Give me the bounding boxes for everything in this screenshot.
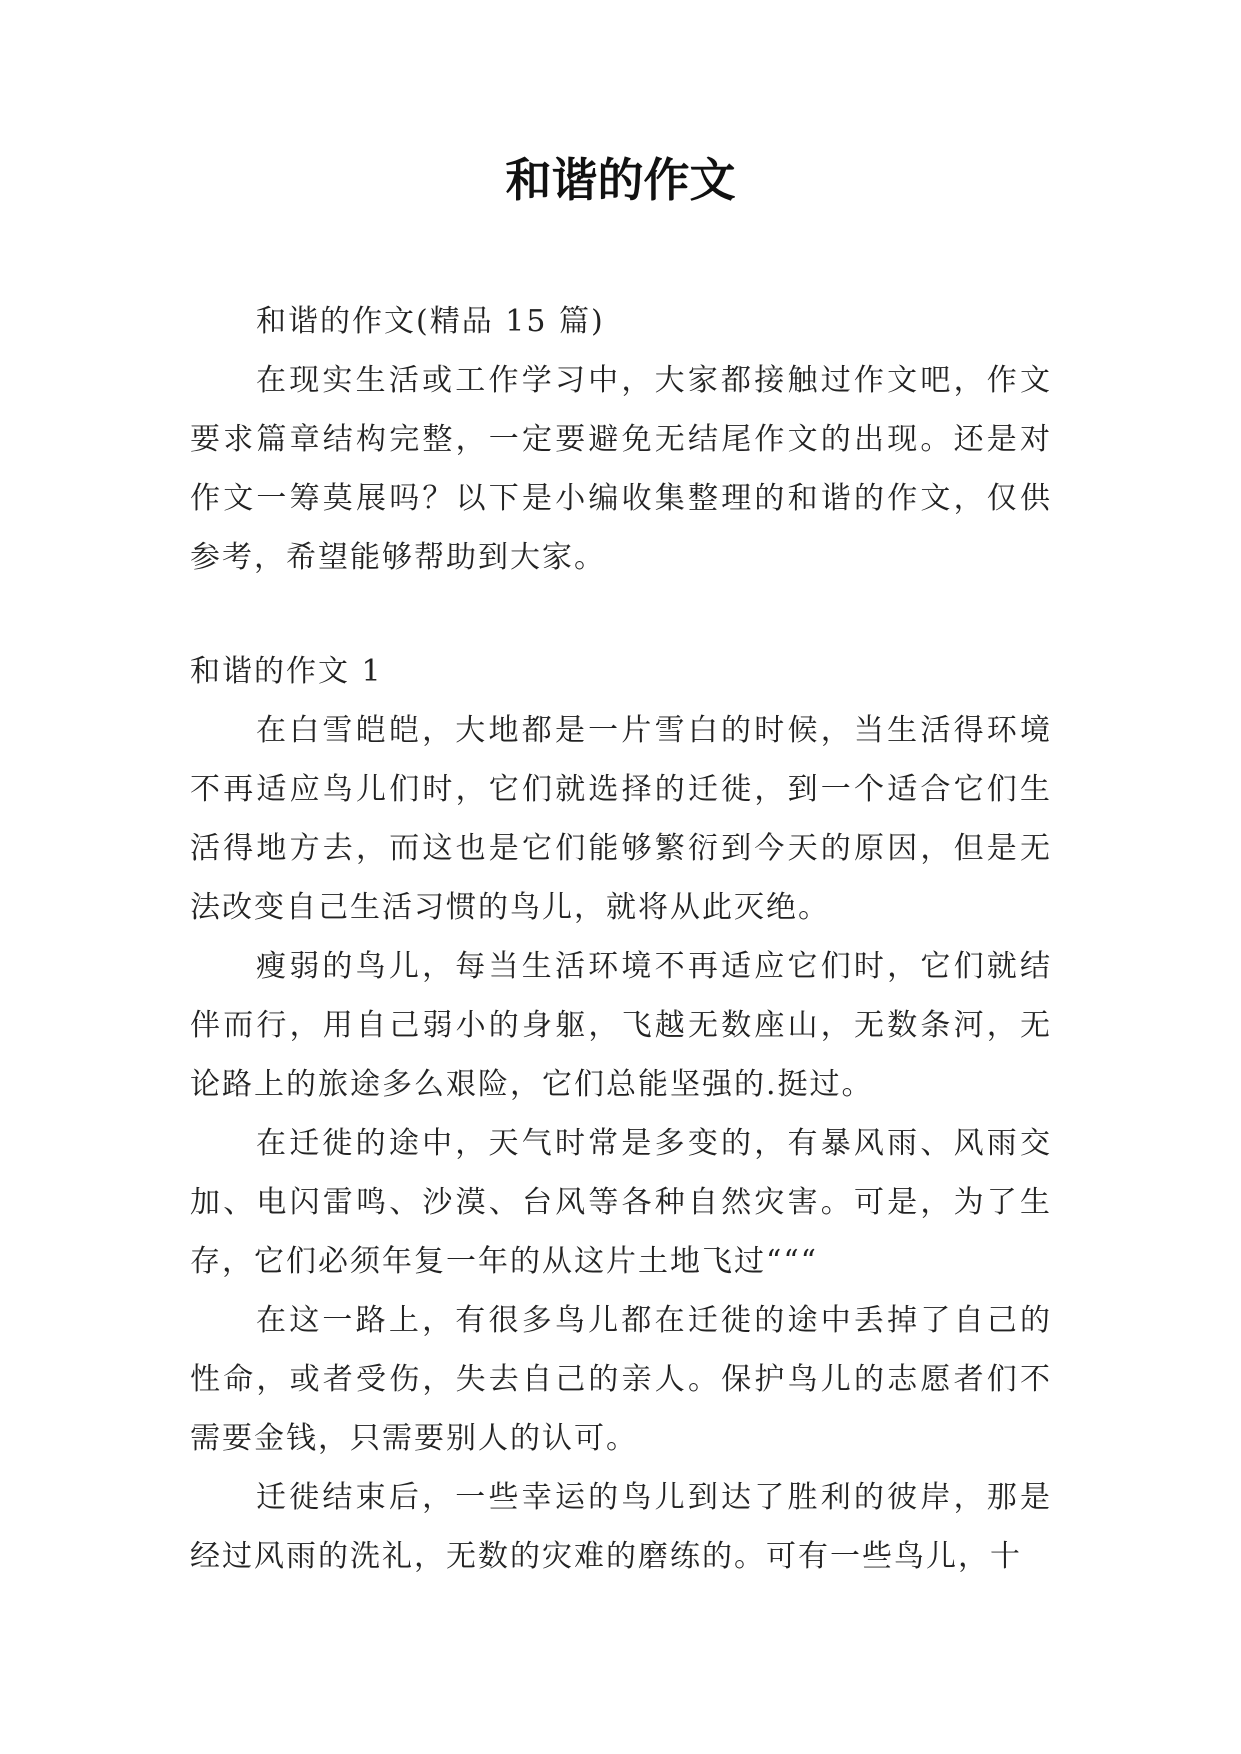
body-paragraph: 瘦弱的鸟儿，每当生活环境不再适应它们时，它们就结伴而行，用自己弱小的身躯，飞越无数座山，无数条河，无论路上的旅途多么艰险，它们总能坚强的.挺过。: [190, 949, 1052, 1102]
document-title: 和谐的作文: [505, 153, 736, 207]
intro-paragraph: 在现实生活或工作学习中，大家都接触过作文吧，作文要求篇章结构完整，一定要避免无结尾作文的出现。还是对作文一筹莫展吗？以下是小编收集整理的和谐的作文，仅供参考，希望能够帮助到大家。: [190, 363, 1052, 575]
document-body: [190, 292, 1052, 1586]
body-paragraph: 迁徙结束后，一些幸运的鸟儿到达了胜利的彼岸，那是经过风雨的洗礼，无数的灾难的磨练的。可有一些鸟儿，十: [190, 1480, 1052, 1574]
body-paragraph: 在白雪皑皑，大地都是一片雪白的时候，当生活得环境不再适应鸟儿们时，它们就选择的迁徙，到一个适合它们生活得地方去，而这也是它们能够繁衍到今天的原因，但是无法改变自己生活习惯的鸟儿，就将从此灭绝。: [190, 713, 1052, 925]
body-paragraph: 在这一路上，有很多鸟儿都在迁徙的途中丢掉了自己的性命，或者受伤，失去自己的亲人。保护鸟儿的志愿者们不需要金钱，只需要别人的认可。: [190, 1303, 1052, 1456]
body-paragraph: 在迁徙的途中，天气时常是多变的，有暴风雨、风雨交加、电闪雷鸣、沙漠、台风等各种自然灾害。可是，为了生存，它们必须年复一年的从这片土地飞过“““: [190, 1126, 1052, 1279]
section-heading: 和谐的作文 1: [190, 654, 383, 689]
document-subtitle: 和谐的作文(精品 15 篇): [256, 304, 605, 339]
